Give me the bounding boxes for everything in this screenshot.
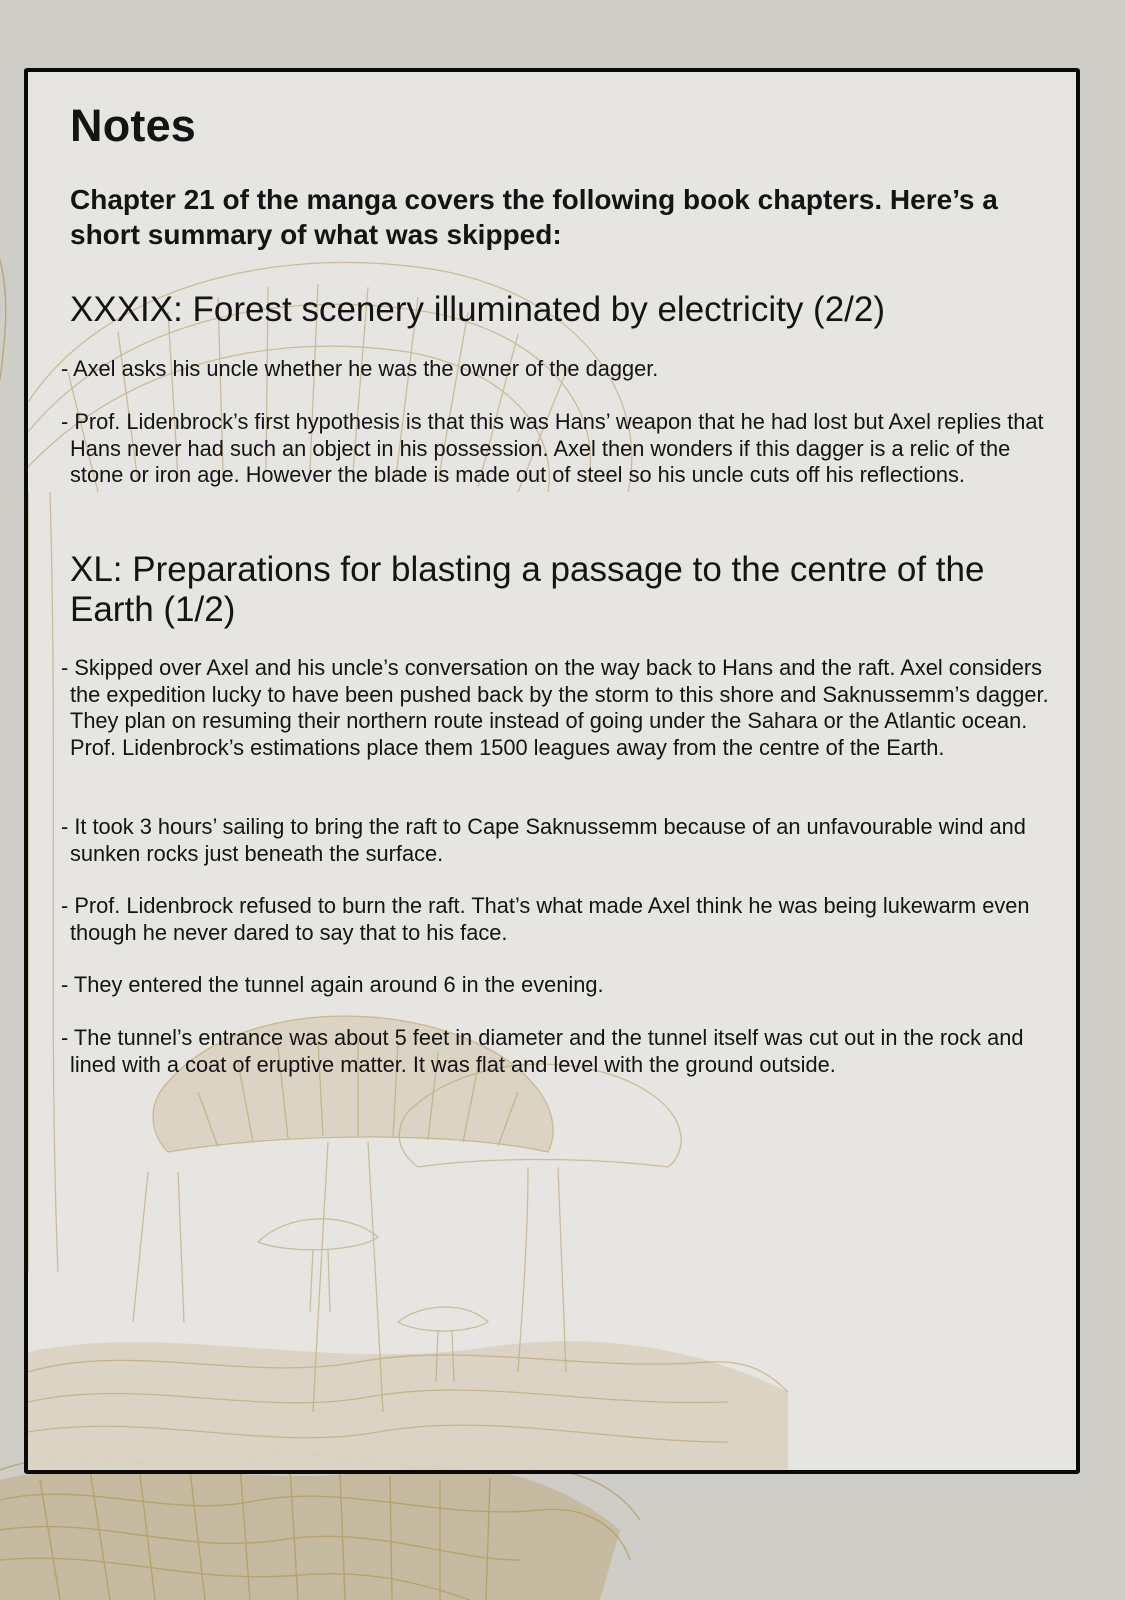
summary-paragraph: - Prof. Lidenbrock refused to burn the raft. That’s what made Axel think he was being lukewarm even though he never dared to say that to his face. (61, 893, 1030, 945)
intro-text: Chapter 21 of the manga covers the following book chapters. Here’s a short summary of what was skipped: (70, 184, 998, 250)
summary-paragraph: - The tunnel’s entrance was about 5 feet in diameter and the tunnel itself was cut out in the rock and lined with a coat of eruptive matter. It was flat and level with the ground outside. (61, 1025, 1024, 1077)
page-title: Notes (70, 100, 197, 151)
summary-paragraph: - Axel asks his uncle whether he was the owner of the dagger. (61, 356, 659, 381)
summary-paragraph: - It took 3 hours’ sailing to bring the raft to Cape Saknussemm because of an unfavourable wind and sunken rocks just beneath the surface. (61, 814, 1026, 866)
chapter-heading-xl: XL: Preparations for blasting a passage to the centre of the Earth (1/2) (70, 550, 985, 629)
summary-paragraph: - Skipped over Axel and his uncle’s conversation on the way back to Hans and the raft. Axel considers the expedition lucky to have been pushed back by the storm to this shore and Saknussemm’s dagger. They plan on resuming their northern route instead of going under the Sahara or the Atlantic ocean. Prof. Lidenbrock’s estimations place them 1500 leagues away from the centre of the Earth. (61, 655, 1049, 760)
mushroom-engraving-icon (28, 72, 1076, 1470)
summary-paragraph: - They entered the tunnel again around 6 in the evening. (61, 972, 604, 997)
chapter-heading-xxxix: XXXIX: Forest scenery illuminated by electricity (2/2) (70, 290, 886, 329)
summary-paragraph: - Prof. Lidenbrock’s first hypothesis is that this was Hans’ weapon that he had lost but Axel replies that Hans never had such an object in his possession. Axel then wonders if this dagger is a relic of the stone or iron age. However the blade is made out of steel so his uncle cuts off his reflections. (61, 409, 1044, 487)
notes-panel (24, 68, 1080, 1474)
